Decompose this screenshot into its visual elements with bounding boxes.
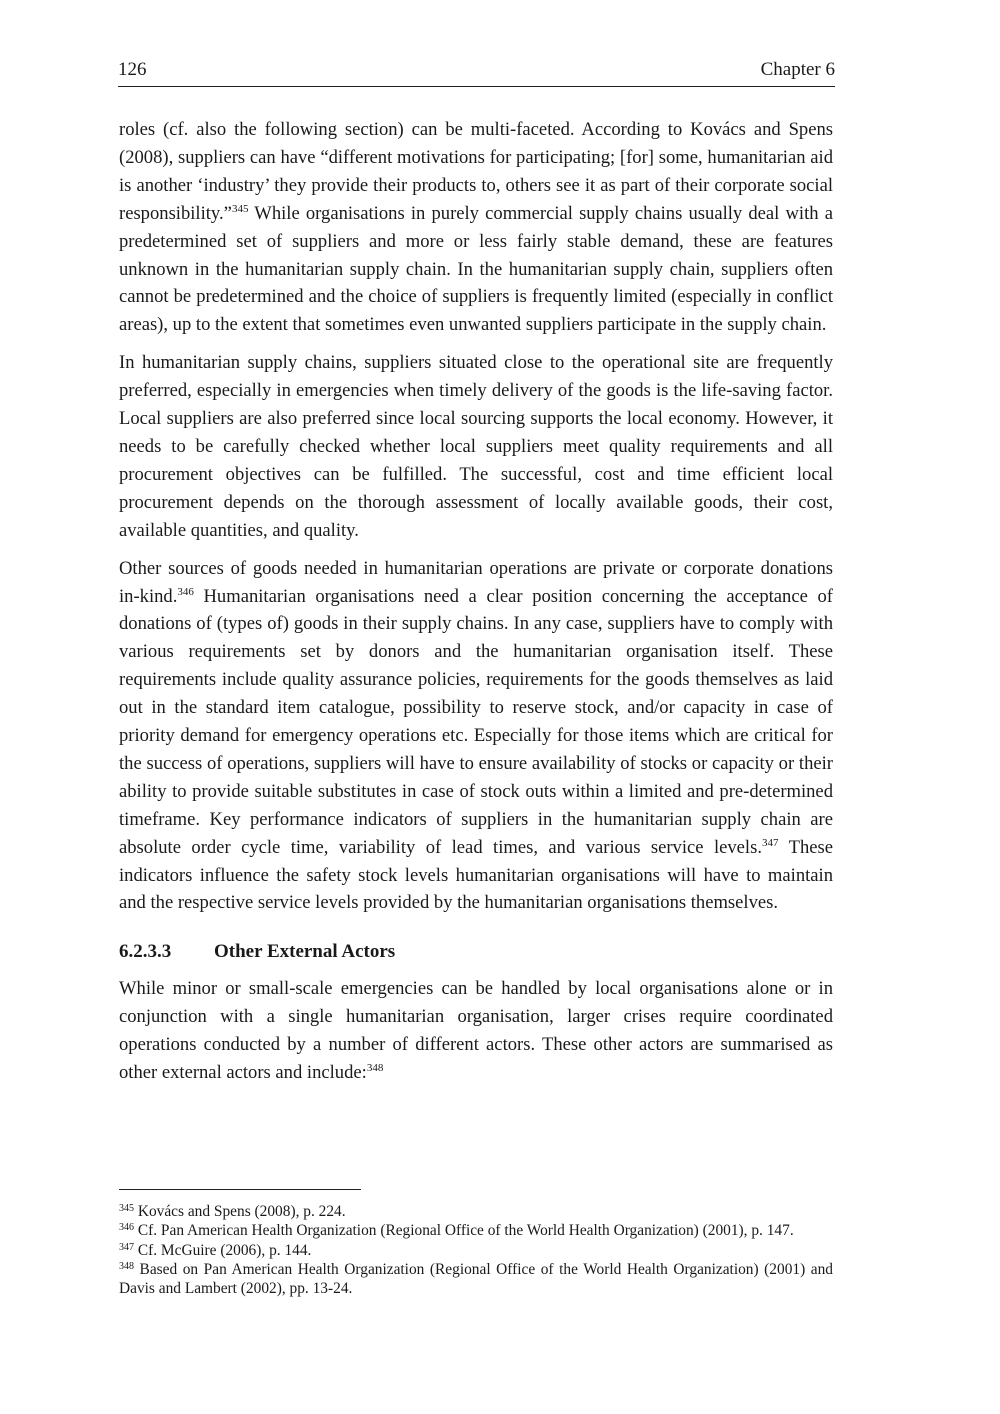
section-number: 6.2.3.3 [119,941,172,963]
footnote-ref-345: 345 [231,202,249,215]
paragraph-3 [119,555,833,918]
footnote-text: Based on Pan American Health Organization (Regional Office of the World Health Organization) (2001) and Davis and Lambert (2002), pp. 13-24. [119,1260,833,1298]
chapter-label: Chapter 6 [760,59,835,80]
footnote-text: Kovács and Spens (2008), p. 224. [134,1203,346,1220]
page-number: 126 [118,59,147,80]
paragraph-3-text-c: These indicators influence the safety stock levels humanitarian organisations will have to maintain and the respective service levels provided by the humanitarian organisations themselves. [119,836,833,914]
footnote-number: 346 [119,1222,134,1234]
paragraph-4 [119,975,833,1087]
paragraph-4-text: While minor or small-scale emergencies can be handled by local organisations alone or in conjunction with a single humanitarian organisation, larger crises require coordinated operations conducted by a number of different actors. These other actors are summarised as other external actors and include: [119,978,833,1084]
footnote-text: Cf. McGuire (2006), p. 144. [134,1241,312,1259]
paragraph-2: In humanitarian supply chains, suppliers situated close to the operational site are frequently preferred, especially in emergencies when timely delivery of the goods is the life-saving factor. Local suppliers are also preferred since local sourcing supports the local economy. However, it needs to be carefully checked whether local suppliers meet quality requirements and all procurement objectives can be fulfilled. The successful, cost and time efficient local procurement depends on the thorough assessment of locally available goods, their cost, available quantities, and quality. [119,352,833,541]
paragraph-1 [119,116,833,339]
section-heading [119,939,833,965]
footnote-ref-348: 348 [366,1062,384,1075]
footnote-separator [119,1189,361,1190]
footnote-ref-346: 346 [177,585,194,598]
paragraph-1-text-b: While organisations in purely commercial supply chains usually deal with a predetermined set of suppliers and more or less fairly stable demand, these are features unknown in the humanitarian supply chain. In the humanitarian supply chain, suppliers often cannot be predetermined and the choice of suppliers is frequently limited (especially in conflict areas), up to the extent that sometimes even unwanted suppliers participate in the supply chain. [119,202,833,336]
paragraph-3-text-a: Other sources of goods needed in humanitarian operations are private or corporate donations in-kind. [119,557,833,607]
footnote-347 [119,1241,833,1260]
footnote-ref-347: 347 [761,836,779,849]
footnote-number: 345 [119,1203,134,1214]
paragraph-3-text-b: Humanitarian organisations need a clear position concerning the acceptance of donations of (types of) goods in their supply chains. In any case, suppliers have to comply with various requirements set by donors and the humanitarian organisation itself. These requirements include quality assurance policies, requirements for the goods themselves as laid out in the standard item catalogue, possibility to reserve stock, and/or capacity in case of priority demand for emergency operations etc. Especially for those items which are critical for the success of operations, suppliers will have to ensure availability of stocks or capacity or their ability to provide suitable substitutes in case of stock outs within a limited and pre-determined timeframe. Key performance indicators of suppliers in the humanitarian supply chain are absolute order cycle time, variability of lead times, and various service levels. [119,585,833,858]
footnote-number: 347 [119,1241,134,1253]
body-text [119,116,833,1097]
running-header [118,58,835,87]
footnote-text: Cf. Pan American Health Organization (Regional Office of the World Health Organization) (2001), p. 147. [134,1222,794,1240]
section-title: Other External Actors [214,941,396,963]
footnote-number: 348 [119,1260,134,1272]
footnote-346 [119,1221,833,1240]
footnote-348 [119,1260,833,1299]
footnotes [119,1202,833,1298]
footnote-345 [119,1202,833,1221]
paragraph-1-text-a: roles (cf. also the following section) can be multi-faceted. According to Kovács and Spens (2008), suppliers can have “different motivations for participating; [for] some, humanitarian aid is another ‘industry’ they provide their products to, others see it as part of their corporate social responsibility.” [119,119,833,224]
